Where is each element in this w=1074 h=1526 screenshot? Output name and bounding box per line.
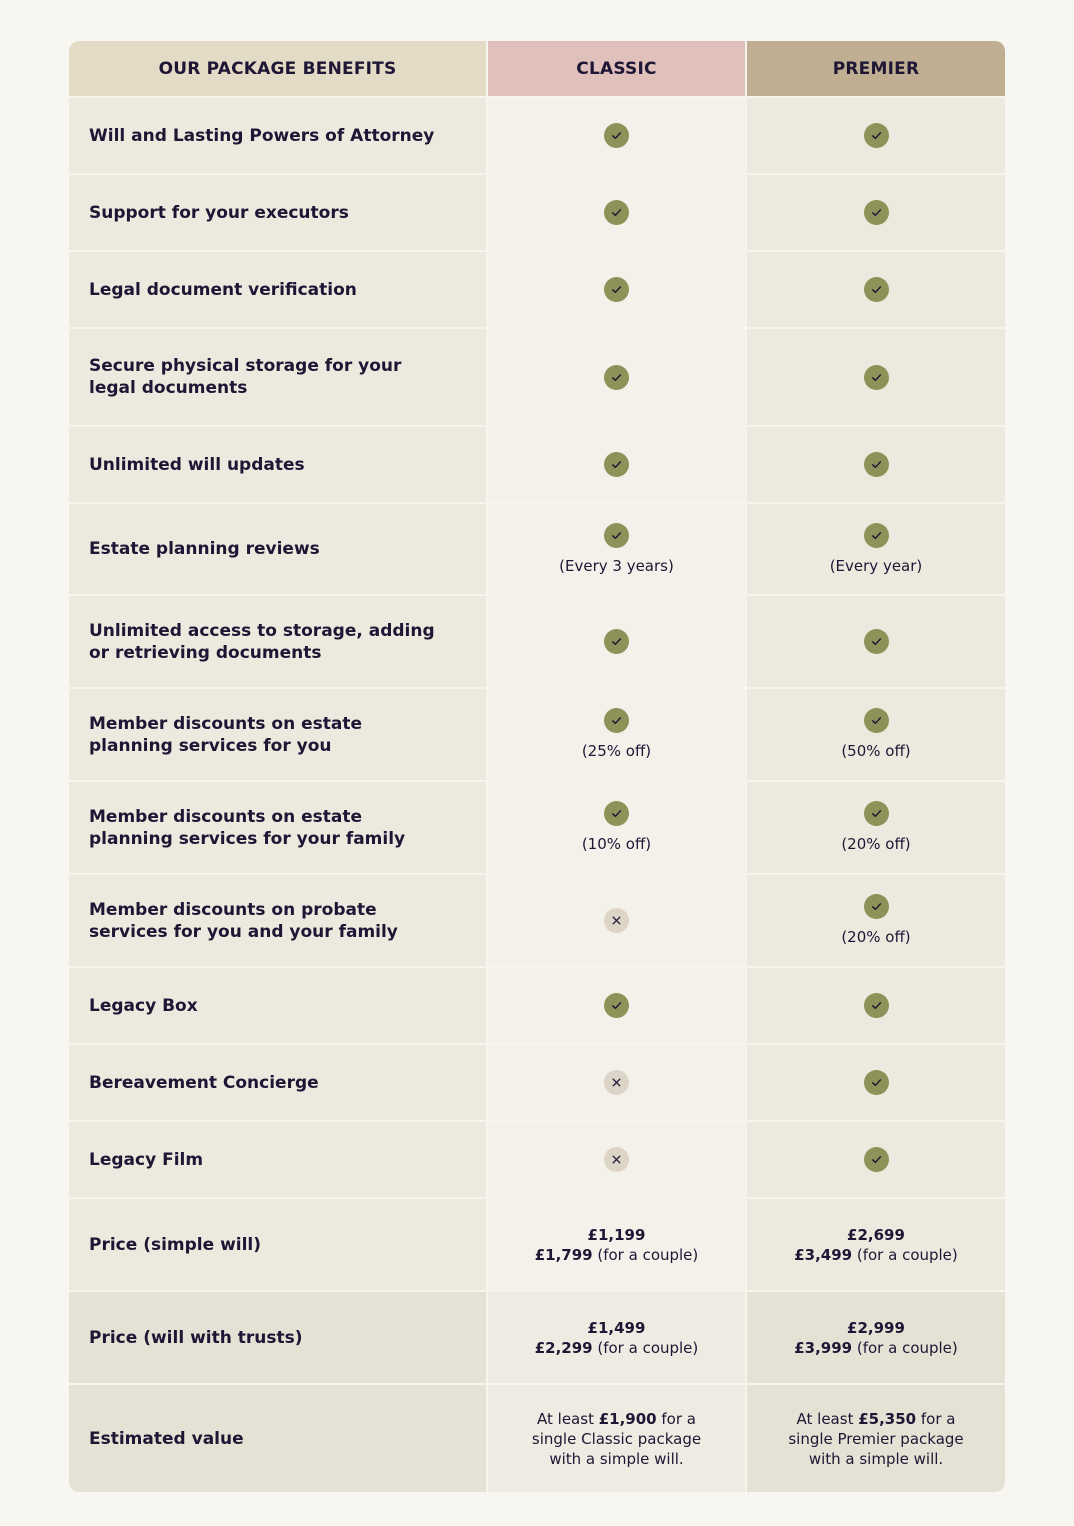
benefit-label-text: Member discounts on estate planning services for you: [89, 713, 363, 756]
classic-note: (Every 3 years): [559, 556, 674, 575]
classic-cell: [488, 504, 747, 596]
premier-estimate-prefix: At least: [796, 1409, 859, 1428]
premier-estimate-cell: [747, 1385, 1005, 1492]
benefit-label-text: Legal document verification: [89, 279, 357, 300]
benefit-label-text: Legacy Box: [89, 995, 198, 1016]
premier-cell: [747, 175, 1005, 252]
check-circle-icon: [864, 523, 889, 548]
benefit-label: [69, 252, 488, 329]
check-circle-icon: [604, 452, 629, 477]
premier-price-cell: [747, 1199, 1005, 1292]
benefit-label-text: Secure physical storage for your legal documents: [89, 356, 402, 398]
estimate-label: [69, 1385, 488, 1492]
check-circle-icon: [864, 200, 889, 225]
premier-note: (Every year): [829, 556, 923, 575]
benefit-label: [69, 1122, 488, 1199]
cross-circle-icon: [604, 1070, 629, 1095]
premier-couple-suffix: (for a couple): [852, 1245, 958, 1264]
premier-couple-line: [794, 1338, 958, 1358]
classic-estimate-cell: [488, 1385, 747, 1492]
classic-couple-price: £1,799: [534, 1245, 593, 1264]
classic-estimate-amount: £1,900: [598, 1409, 657, 1428]
header-classic-label: CLASSIC: [576, 58, 657, 79]
check-circle-icon: [864, 1147, 889, 1172]
benefit-label: [69, 689, 488, 782]
benefit-label: [69, 98, 488, 175]
benefit-label-text: Estate planning reviews: [89, 539, 320, 559]
benefit-label-text: Member discounts on probate services for you and your family: [89, 899, 398, 942]
check-circle-icon: [604, 801, 629, 826]
benefit-label-text: Legacy Film: [89, 1149, 204, 1170]
premier-cell: [747, 329, 1005, 427]
classic-cell: [488, 689, 747, 782]
check-circle-icon: [604, 629, 629, 654]
classic-cell: [488, 1045, 747, 1122]
premier-estimate-suffix: for a single Premier package with a simple will.: [788, 1409, 964, 1468]
benefit-label: [69, 968, 488, 1045]
premier-couple-suffix: (for a couple): [852, 1338, 958, 1357]
premier-couple-price: £3,999: [794, 1338, 853, 1357]
classic-cell: [488, 98, 747, 175]
cross-circle-icon: [604, 908, 629, 933]
price-label-text: Price (simple will): [89, 1234, 262, 1255]
check-circle-icon: [604, 993, 629, 1018]
premier-cell: [747, 504, 1005, 596]
premier-single-price: £2,699: [847, 1225, 905, 1244]
classic-note: (25% off): [581, 742, 652, 760]
classic-couple-suffix: (for a couple): [592, 1245, 699, 1264]
classic-cell: [488, 427, 747, 504]
classic-cell: [488, 596, 747, 689]
check-circle-icon: [604, 365, 629, 390]
benefit-label-text: Support for your executors: [89, 202, 349, 223]
premier-couple-price: £3,499: [794, 1245, 853, 1264]
benefit-label: [69, 596, 488, 689]
estimate-label-text: Estimated value: [89, 1428, 244, 1449]
benefit-label-text: Will and Lasting Powers of Attorney: [89, 125, 435, 146]
premier-cell: [747, 1122, 1005, 1199]
classic-single-price: £1,199: [587, 1225, 646, 1244]
premier-cell: [747, 689, 1005, 782]
check-circle-icon: [864, 894, 889, 919]
header-benefits: [69, 41, 488, 98]
benefit-label: [69, 1045, 488, 1122]
classic-price-cell: [488, 1199, 747, 1292]
benefit-label: [69, 875, 488, 968]
premier-cell: [747, 1045, 1005, 1122]
package-comparison-table: [69, 41, 1005, 1492]
benefit-label-text: Member discounts on estate planning services for your family: [89, 806, 406, 849]
premier-note: (20% off): [841, 835, 911, 853]
header-premier: [747, 41, 1005, 98]
check-circle-icon: [864, 452, 889, 477]
classic-cell: [488, 175, 747, 252]
check-circle-icon: [604, 200, 629, 225]
header-benefits-label: OUR PACKAGE BENEFITS: [158, 58, 397, 79]
check-circle-icon: [864, 993, 889, 1018]
classic-cell: [488, 252, 747, 329]
benefit-label-text: Unlimited access to storage, adding or retrieving documents: [89, 620, 435, 663]
premier-cell: [747, 875, 1005, 968]
premier-estimate-text: [773, 1409, 979, 1469]
premier-cell: [747, 596, 1005, 689]
classic-estimate-text: [514, 1409, 719, 1469]
check-circle-icon: [864, 277, 889, 302]
premier-couple-line: [794, 1245, 958, 1265]
classic-cell: [488, 1122, 747, 1199]
check-circle-icon: [864, 708, 889, 733]
benefit-label: [69, 782, 488, 875]
premier-cell: [747, 968, 1005, 1045]
check-circle-icon: [864, 365, 889, 390]
premier-cell: [747, 782, 1005, 875]
check-circle-icon: [864, 1070, 889, 1095]
price-label-text: Price (will with trusts): [89, 1327, 303, 1348]
premier-cell: [747, 98, 1005, 175]
check-circle-icon: [604, 523, 629, 548]
benefit-label: [69, 427, 488, 504]
check-circle-icon: [604, 277, 629, 302]
benefit-label-text: Unlimited will updates: [89, 454, 305, 475]
premier-price-cell: [747, 1292, 1005, 1385]
classic-cell: [488, 782, 747, 875]
header-classic: [488, 41, 747, 98]
cross-circle-icon: [604, 1147, 629, 1172]
check-circle-icon: [604, 708, 629, 733]
classic-cell: [488, 329, 747, 427]
benefit-label: [69, 329, 488, 427]
check-circle-icon: [864, 123, 889, 148]
benefit-label: [69, 504, 488, 596]
premier-cell: [747, 427, 1005, 504]
premier-note: (20% off): [841, 928, 911, 946]
benefit-label: [69, 175, 488, 252]
classic-cell: [488, 968, 747, 1045]
classic-price-cell: [488, 1292, 747, 1385]
premier-note: (50% off): [841, 742, 911, 760]
check-circle-icon: [604, 123, 629, 148]
price-label: [69, 1199, 488, 1292]
classic-couple-line: [535, 1245, 699, 1265]
classic-estimate-suffix: for a single Classic package with a simple will.: [531, 1409, 702, 1468]
classic-couple-line: [535, 1338, 699, 1358]
classic-couple-price: £2,299: [534, 1338, 593, 1357]
classic-single-price: £1,499: [587, 1318, 646, 1337]
classic-cell: [488, 875, 747, 968]
classic-note: (10% off): [581, 835, 652, 853]
classic-estimate-prefix: At least: [537, 1409, 599, 1428]
benefit-label-text: Bereavement Concierge: [89, 1072, 319, 1093]
classic-couple-suffix: (for a couple): [592, 1338, 699, 1357]
premier-single-price: £2,999: [847, 1318, 905, 1337]
price-label: [69, 1292, 488, 1385]
premier-estimate-amount: £5,350: [858, 1409, 917, 1428]
check-circle-icon: [864, 629, 889, 654]
header-premier-label: PREMIER: [832, 58, 920, 79]
premier-cell: [747, 252, 1005, 329]
check-circle-icon: [864, 801, 889, 826]
